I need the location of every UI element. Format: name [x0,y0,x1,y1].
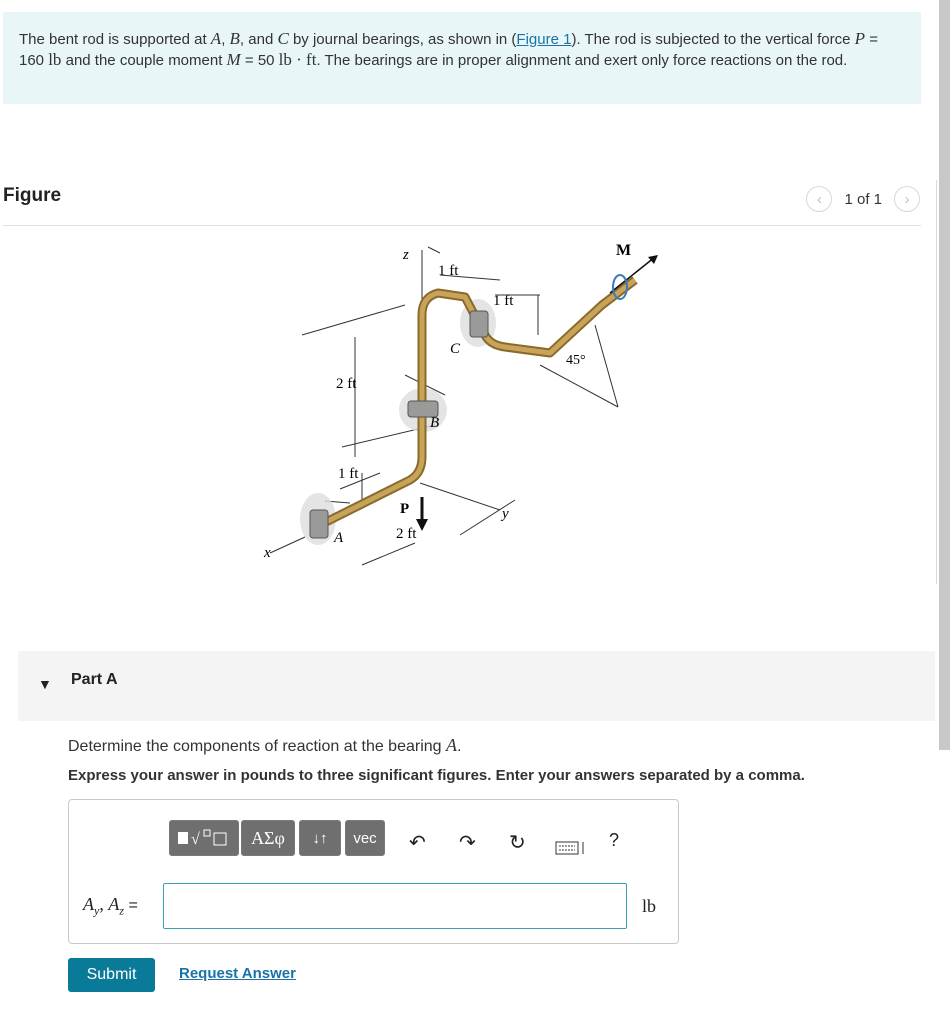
angle-45-label: 45° [566,353,586,368]
figure-divider [3,225,921,226]
figure-link[interactable]: Figure 1 [516,31,572,48]
bearing-c [470,311,488,337]
bent-rod-figure [250,235,670,575]
templates-icon [174,826,234,850]
request-answer-link[interactable]: Request Answer [179,965,296,982]
problem-text: = 50 [240,52,279,69]
unit-lb: lb [48,50,62,69]
point-b-label: B [430,415,440,431]
submit-button[interactable]: Submit [68,958,155,992]
help-button[interactable]: ? [609,830,620,850]
x-axis-label: x [264,545,271,561]
var-b: B [229,29,240,48]
reset-icon[interactable]: ↻ [509,832,526,854]
part-a-header[interactable] [18,651,935,721]
label-a: A [83,894,94,914]
problem-text: = 160 [19,31,878,69]
problem-text: . The bearings are in proper alignment and exert only force reactions on the rod. [316,52,848,69]
label-sub-z: z [119,903,124,918]
figure-page-count: 1 of 1 [844,190,882,208]
answer-instruction: Express your answer in pounds to three significant figures. Enter your answers separated by a comma. [68,767,805,784]
label-sep: , [99,894,109,914]
dimension-2ft-horizontal: 2 ft [396,526,417,542]
answer-panel [68,799,679,944]
collapse-triangle-icon[interactable]: ▼ [38,676,52,692]
answer-input[interactable] [163,883,627,929]
unit-lbft: lb · ft [278,50,317,69]
templates-button[interactable] [169,820,239,856]
moment-m-arrow [610,257,655,293]
part-a-label: Part A [71,671,118,688]
z-axis-label: z [403,247,409,263]
dimension-1ft-c: 1 ft [493,293,514,309]
problem-text: and the couple moment [61,52,227,69]
figure-pager [806,186,920,212]
dimension-2ft-vertical: 2 ft [336,376,357,392]
label-sub-y: y [94,903,100,918]
problem-text: ). The rod is subjected to the vertical force [571,31,855,48]
problem-text: , and [239,31,278,48]
greek-symbols-button[interactable]: ΑΣφ [241,820,295,856]
page-scrollbar-thumb[interactable] [939,0,950,750]
dimension-1ft-top: 1 ft [438,263,459,279]
var-a: A [210,29,222,48]
chevron-left-icon[interactable]: ‹ [806,186,832,212]
moment-m-label: M [616,242,632,259]
dimension-1ft-low: 1 ft [338,466,359,482]
question-text [68,735,461,756]
var-p: P [854,29,866,48]
problem-text: The bent rod is supported at [19,31,211,48]
redo-icon[interactable]: ↷ [459,832,476,854]
arrows-button[interactable]: ↓↑ [299,820,341,856]
vector-button[interactable]: vec [345,820,385,856]
svg-text:√: √ [191,831,200,848]
point-c-label: C [450,341,461,357]
question-text-part: . [457,738,462,755]
var-m: M [226,50,241,69]
y-axis-label: y [502,506,509,522]
question-var-a: A [446,735,457,755]
label-a2: A [108,894,120,914]
label-equals: = [124,897,138,914]
point-a-label: A [334,530,344,546]
chevron-right-icon[interactable]: › [894,186,920,212]
keyboard-icon[interactable] [555,840,589,856]
problem-text: , [221,31,230,48]
question-text-part: Determine the components of reaction at the bearing [68,738,446,755]
problem-text: by journal bearings, as shown in ( [288,31,517,48]
problem-statement [3,12,921,104]
bearing-a [310,510,328,538]
answer-unit: lb [642,896,657,916]
var-c: C [277,29,289,48]
figure-title: Figure [3,185,62,206]
answer-label [83,894,138,919]
undo-icon[interactable]: ↶ [409,832,426,854]
force-p-label: P [400,501,410,517]
